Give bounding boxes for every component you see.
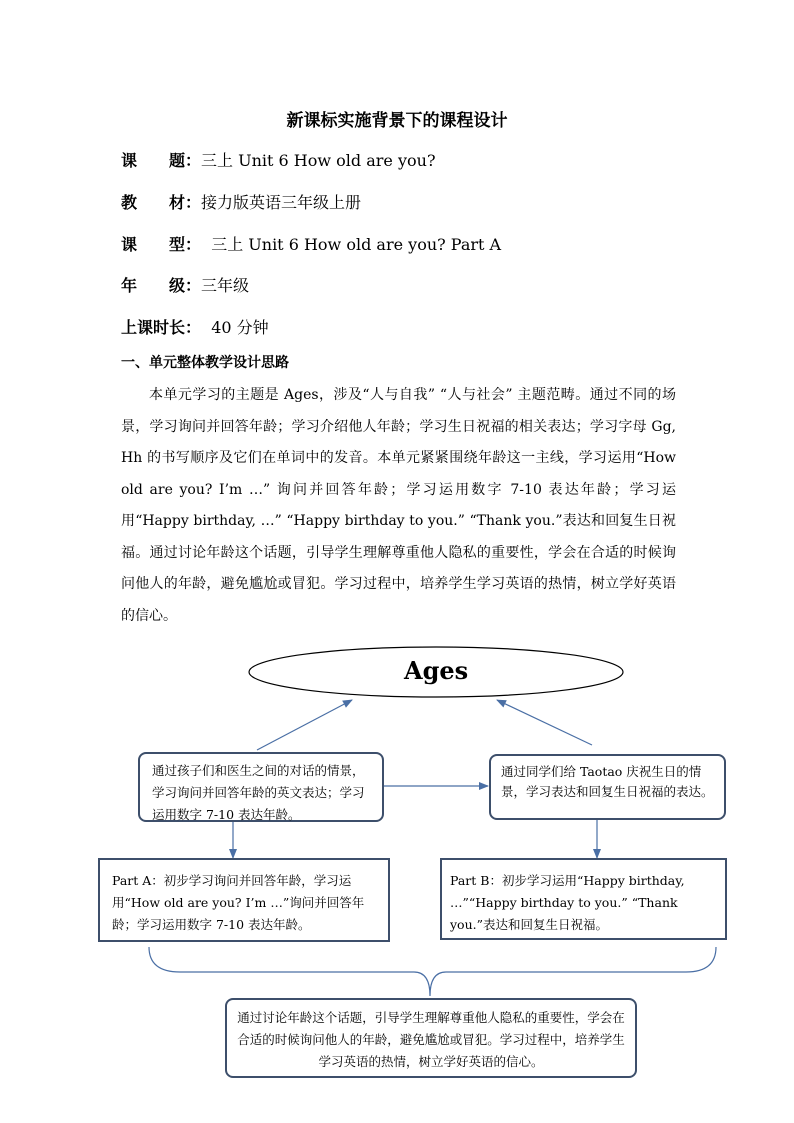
section-heading: 一、单元整体教学设计思路: [121, 355, 289, 371]
meta-label: 上课时长：: [121, 318, 202, 337]
brace: [149, 947, 716, 996]
meta-value: 三上 Unit 6 How old are you?: [201, 151, 436, 170]
meta-label: 课 题：: [121, 151, 202, 170]
left-scene-box: 通过孩子们和医生之间的对话的情景，学习询问并回答年龄的英文表达；学习运用数字 7-10 表达年龄。: [138, 752, 384, 822]
meta-value: 接力版英语三年级上册: [201, 193, 362, 212]
arrow-right-to-ages: [497, 700, 592, 745]
part-b-box: Part B：初步学习运用“Happy birthday, …”“Happy birthday to you.” “Thank you.”表达和回复生日祝福。: [440, 858, 727, 940]
arrow-left-to-ages: [257, 700, 352, 750]
meta-label: 年 级：: [121, 276, 202, 295]
right-scene-box: 通过同学们给 Taotao 庆祝生日的情景，学习表达和回复生日祝福的表达。: [489, 754, 726, 820]
meta-value: 三上 Unit 6 How old are you? Part A: [201, 235, 502, 254]
meta-label: 课 型：: [121, 235, 202, 254]
document-title: 新课标实施背景下的课程设计: [286, 111, 508, 131]
section-paragraph: 本单元学习的主题是 Ages，涉及“人与自我” “人与社会” 主题范畴。通过不同的场景，学习询问并回答年龄；学习介绍他人年龄；学习生日祝福的相关表达；学习字母 Gg, Hh 的书写顺序及它们在单词中的发音。本单元紧紧围绕年龄这一主线，学习运用“How old are you? I’m …” 询问并回答年龄；学习运用数字 7-10 表达年龄；学习运用“Happy birthday, …” “Happy birthday to you.” “Thank you.”表达和回复生日祝福。通过讨论年龄这个话题，引导学生理解尊重他人隐私的重要性，学会在合适的时候询问他人的年龄，避免尴尬或冒犯。学习过程中，培养学生学习英语的热情，树立学好英语的信心。: [121, 387, 676, 624]
part-a-box: Part A：初步学习询问并回答年龄，学习运用“How old are you? I’m …”询问并回答年龄；学习运用数字 7-10 表达年龄。: [98, 858, 390, 942]
ages-label: Ages: [404, 656, 469, 685]
meta-value: 40 分钟: [201, 318, 269, 337]
summary-box: 通过讨论年龄这个话题，引导学生理解尊重他人隐私的重要性，学会在合适的时候询问他人的年龄，避免尴尬或冒犯。学习过程中，培养学生学习英语的热情，树立学好英语的信心。: [225, 998, 637, 1078]
meta-value: 三年级: [201, 276, 250, 295]
meta-label: 教 材：: [121, 193, 202, 212]
